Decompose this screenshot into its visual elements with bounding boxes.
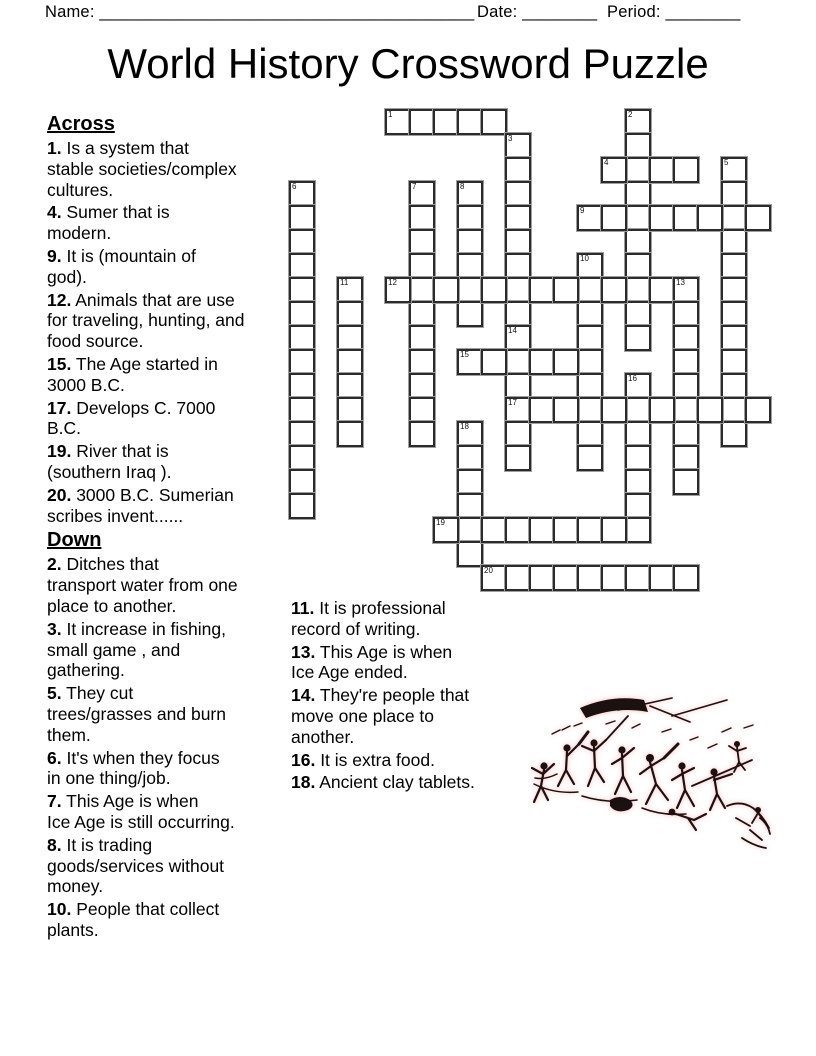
clue-6: 6. It's when they focus in one thing/job.: [47, 747, 220, 789]
grid-cell: [409, 109, 435, 135]
clue-11: 11. It is professional record of writing.: [291, 598, 446, 639]
clue-number: 15.: [47, 353, 72, 374]
grid-cell: [625, 445, 651, 471]
grid-cell: [601, 517, 627, 543]
clue-8: 8. It is trading goods/services without money.: [47, 834, 225, 897]
cell-number: 12: [388, 278, 397, 287]
grid-cell: [577, 253, 603, 279]
cell-number: 8: [460, 182, 465, 191]
grid-cell: [505, 421, 531, 447]
date-field: Date: ________: [477, 3, 598, 21]
grid-cell: [673, 277, 699, 303]
across-heading: Across: [47, 113, 115, 135]
engraving-illustration-svg: [522, 688, 780, 856]
grid-cell: [481, 517, 507, 543]
grid-cell: [289, 253, 315, 279]
clue-number: 19.: [47, 441, 72, 462]
grid-cell: [505, 325, 531, 351]
clue-5: 5. They cut trees/grasses and burn them.: [47, 683, 226, 745]
grid-cell: [577, 517, 603, 543]
grid-cell: [673, 349, 699, 375]
grid-cell: [625, 493, 651, 519]
grid-cell: [673, 301, 699, 327]
grid-cell: [457, 445, 483, 471]
grid-cell: [721, 301, 747, 327]
grid-cell: [505, 397, 531, 423]
clue-number: 7.: [47, 791, 62, 812]
grid-cell: [409, 277, 435, 303]
grid-cell: [745, 397, 771, 423]
clue-7: 7. This Age is when Ice Age is still occurring.: [47, 791, 235, 832]
grid-cell: [457, 253, 483, 279]
grid-cell: [625, 325, 651, 351]
clue-number: 9.: [47, 245, 62, 266]
clue-number: 20.: [47, 484, 72, 505]
grid-cell: [721, 157, 747, 183]
grid-cell: [289, 349, 315, 375]
grid-cell: [457, 109, 483, 135]
grid-cell: [409, 181, 435, 207]
cell-number: 19: [436, 518, 445, 527]
grid-cell: [409, 397, 435, 423]
cell-number: 7: [412, 182, 417, 191]
grid-cell: [625, 133, 651, 159]
engraving-ink: [532, 698, 770, 848]
clue-number: 6.: [47, 747, 62, 768]
grid-cell: [505, 157, 531, 183]
grid-cell: [601, 205, 627, 231]
grid-cell: [673, 325, 699, 351]
cell-number: 17: [508, 398, 517, 407]
grid-cell: [625, 421, 651, 447]
cell-number: 2: [628, 110, 633, 119]
grid-cell: [289, 229, 315, 255]
grid-cell: [577, 373, 603, 399]
cell-number: 10: [580, 254, 589, 263]
grid-cell: [505, 445, 531, 471]
cell-number: 1: [388, 110, 393, 119]
grid-cell: [505, 517, 531, 543]
grid-cell: [505, 133, 531, 159]
clue-number: 18.: [291, 772, 316, 793]
grid-cell: [649, 565, 675, 591]
grid-cell: [577, 421, 603, 447]
grid-cell: [673, 469, 699, 495]
grid-cell: [289, 397, 315, 423]
down-clues-left: [47, 554, 292, 940]
grid-cell: [529, 277, 555, 303]
grid-cell: [505, 565, 531, 591]
grid-cell: [337, 421, 363, 447]
grid-cell: [553, 517, 579, 543]
grid-cell: [409, 253, 435, 279]
grid-cell: [577, 301, 603, 327]
grid-cell: [577, 349, 603, 375]
clue-column-middle: [291, 598, 501, 795]
cell-number: 3: [508, 134, 513, 143]
grid-cell: [289, 493, 315, 519]
name-field: Name: ________________________________________: [45, 3, 475, 21]
grid-cell: [481, 277, 507, 303]
grid-cell: [385, 109, 411, 135]
clue-14: 14. They're people that move one place to another.: [291, 685, 470, 747]
clue-18: 18. Ancient clay tablets.: [291, 772, 475, 793]
down-clues-right: [291, 598, 501, 793]
grid-cell: [409, 325, 435, 351]
grid-cell: [433, 277, 459, 303]
grid-cell: [289, 445, 315, 471]
grid-cell: [625, 181, 651, 207]
clue-column-left: [47, 112, 292, 943]
grid-cell: [577, 277, 603, 303]
cell-number: 20: [484, 566, 493, 575]
grid-cell: [289, 301, 315, 327]
grid-cell: [457, 205, 483, 231]
clue-1: 1. Is a system that stable societies/complex cultures.: [47, 138, 237, 200]
clue-10: 10. People that collect plants.: [47, 899, 220, 940]
grid-cell: [457, 181, 483, 207]
cell-number: 16: [628, 374, 637, 383]
cell-number: 11: [340, 278, 349, 287]
clue-number: 13.: [291, 641, 316, 662]
clue-number: 12.: [47, 289, 72, 310]
grid-cell: [625, 253, 651, 279]
grid-cell: [553, 565, 579, 591]
grid-cell: [289, 469, 315, 495]
clue-13: 13. This Age is when Ice Age ended.: [291, 641, 453, 683]
clue-12: 12. Animals that are use for traveling, hunting, and food source.: [47, 289, 245, 352]
grid-cell: [457, 541, 483, 567]
cell-number: 15: [460, 350, 469, 359]
grid-cell: [721, 205, 747, 231]
grid-cell: [697, 397, 723, 423]
grid-cell: [745, 205, 771, 231]
grid-cell: [529, 565, 555, 591]
grid-cell: [601, 157, 627, 183]
grid-cell: [625, 157, 651, 183]
cell-number: 13: [676, 278, 685, 287]
grid-cell: [457, 277, 483, 303]
grid-cell: [409, 349, 435, 375]
grid-cell: [625, 469, 651, 495]
clue-number: 11.: [291, 598, 315, 618]
clue-4: 4. Sumer that is modern.: [47, 202, 170, 244]
grid-cell: [505, 181, 531, 207]
grid-cell: [505, 229, 531, 255]
grid-cell: [289, 181, 315, 207]
across-clues: [47, 138, 292, 526]
grid-cell: [457, 349, 483, 375]
cell-number: 14: [508, 326, 517, 335]
crossword-grid: [290, 110, 772, 592]
grid-cell: [409, 373, 435, 399]
grid-cell: [553, 397, 579, 423]
grid-cell: [625, 205, 651, 231]
grid-cell: [625, 373, 651, 399]
clue-number: 5.: [47, 683, 62, 704]
grid-cell: [625, 301, 651, 327]
grid-cell: [457, 493, 483, 519]
grid-cell: [721, 229, 747, 255]
grid-cell: [289, 373, 315, 399]
grid-cell: [721, 181, 747, 207]
grid-cell: [625, 397, 651, 423]
grid-cell: [649, 157, 675, 183]
grid-cell: [337, 277, 363, 303]
period-field: Period: ________: [607, 3, 741, 21]
clue-19: 19. River that is (southern Iraq ).: [47, 441, 172, 482]
grid-cell: [289, 277, 315, 303]
grid-cell: [577, 397, 603, 423]
grid-cell: [625, 565, 651, 591]
grid-cell: [577, 325, 603, 351]
clue-number: 3.: [47, 618, 62, 639]
grid-cell: [337, 349, 363, 375]
grid-cell: [337, 301, 363, 327]
grid-cell: [385, 277, 411, 303]
grid-cell: [625, 229, 651, 255]
grid-cell: [409, 301, 435, 327]
grid-cell: [649, 205, 675, 231]
grid-cell: [697, 205, 723, 231]
grid-cell: [529, 349, 555, 375]
grid-cell: [673, 445, 699, 471]
clue-20: 20. 3000 B.C. Sumerian scribes invent......: [47, 484, 234, 526]
grid-cell: [673, 421, 699, 447]
clue-9: 9. It is (mountain of god).: [47, 245, 196, 287]
grid-cell: [721, 421, 747, 447]
grid-cell: [721, 349, 747, 375]
grid-cell: [577, 445, 603, 471]
grid-cell: [337, 325, 363, 351]
grid-cell: [433, 109, 459, 135]
grid-cell: [409, 421, 435, 447]
grid-cell: [529, 397, 555, 423]
grid-cell: [457, 517, 483, 543]
clue-16: 16. It is extra food.: [291, 749, 435, 770]
grid-cell: [673, 205, 699, 231]
clue-3: 3. It increase in fishing, small game , and gathering.: [47, 618, 226, 681]
grid-cell: [673, 373, 699, 399]
grid-cell: [505, 277, 531, 303]
grid-cell: [505, 349, 531, 375]
grid-cell: [433, 517, 459, 543]
grid-cell: [529, 517, 555, 543]
grid-cell: [289, 205, 315, 231]
grid-cell: [577, 565, 603, 591]
grid-cell: [337, 397, 363, 423]
cell-number: 4: [604, 158, 609, 167]
grid-cell: [601, 565, 627, 591]
clue-number: 2.: [47, 554, 62, 575]
grid-cell: [457, 469, 483, 495]
grid-cell: [673, 157, 699, 183]
grid-cell: [673, 565, 699, 591]
grid-cell: [721, 397, 747, 423]
grid-cell: [601, 397, 627, 423]
grid-cell: [289, 421, 315, 447]
grid-cell: [625, 277, 651, 303]
grid-cell: [409, 229, 435, 255]
clue-2: 2. Ditches that transport water from one place to another.: [47, 554, 238, 616]
grid-cell: [505, 301, 531, 327]
grid-cell: [721, 253, 747, 279]
clue-number: 4.: [47, 202, 62, 223]
grid-cell: [481, 565, 507, 591]
clue-number: 8.: [47, 834, 62, 855]
grid-cell: [409, 205, 435, 231]
clue-number: 14.: [291, 685, 316, 706]
prehistoric-hunt-illustration: [522, 688, 780, 856]
grid-cell: [505, 373, 531, 399]
page-title: World History Crossword Puzzle: [107, 40, 709, 87]
grid-cell: [457, 301, 483, 327]
grid-cell: [505, 253, 531, 279]
grid-cell: [673, 397, 699, 423]
grid-cell: [289, 325, 315, 351]
grid-cell: [649, 397, 675, 423]
cell-number: 6: [292, 182, 297, 191]
grid-cell: [649, 277, 675, 303]
cell-number: 18: [460, 422, 469, 431]
grid-cell: [625, 109, 651, 135]
grid-cell: [553, 277, 579, 303]
clue-15: 15. The Age started in 3000 B.C.: [47, 353, 218, 395]
grid-cell: [505, 205, 531, 231]
cell-number: 5: [724, 158, 729, 167]
clue-number: 17.: [47, 397, 72, 418]
grid-cell: [577, 205, 603, 231]
grid-cell: [721, 325, 747, 351]
clue-number: 16.: [291, 749, 316, 770]
clue-number: 10.: [47, 899, 72, 920]
down-heading: Down: [47, 529, 102, 552]
grid-cell: [553, 349, 579, 375]
grid-cell: [601, 277, 627, 303]
cell-number: 9: [580, 206, 585, 215]
grid-cell: [481, 349, 507, 375]
grid-cell: [481, 109, 507, 135]
grid-cell: [457, 229, 483, 255]
grid-cell: [625, 517, 651, 543]
grid-cell: [457, 421, 483, 447]
grid-cell: [721, 277, 747, 303]
grid-cell: [337, 373, 363, 399]
clue-number: 1.: [47, 138, 62, 158]
clue-17: 17. Develops C. 7000 B.C.: [47, 397, 216, 439]
grid-cell: [721, 373, 747, 399]
